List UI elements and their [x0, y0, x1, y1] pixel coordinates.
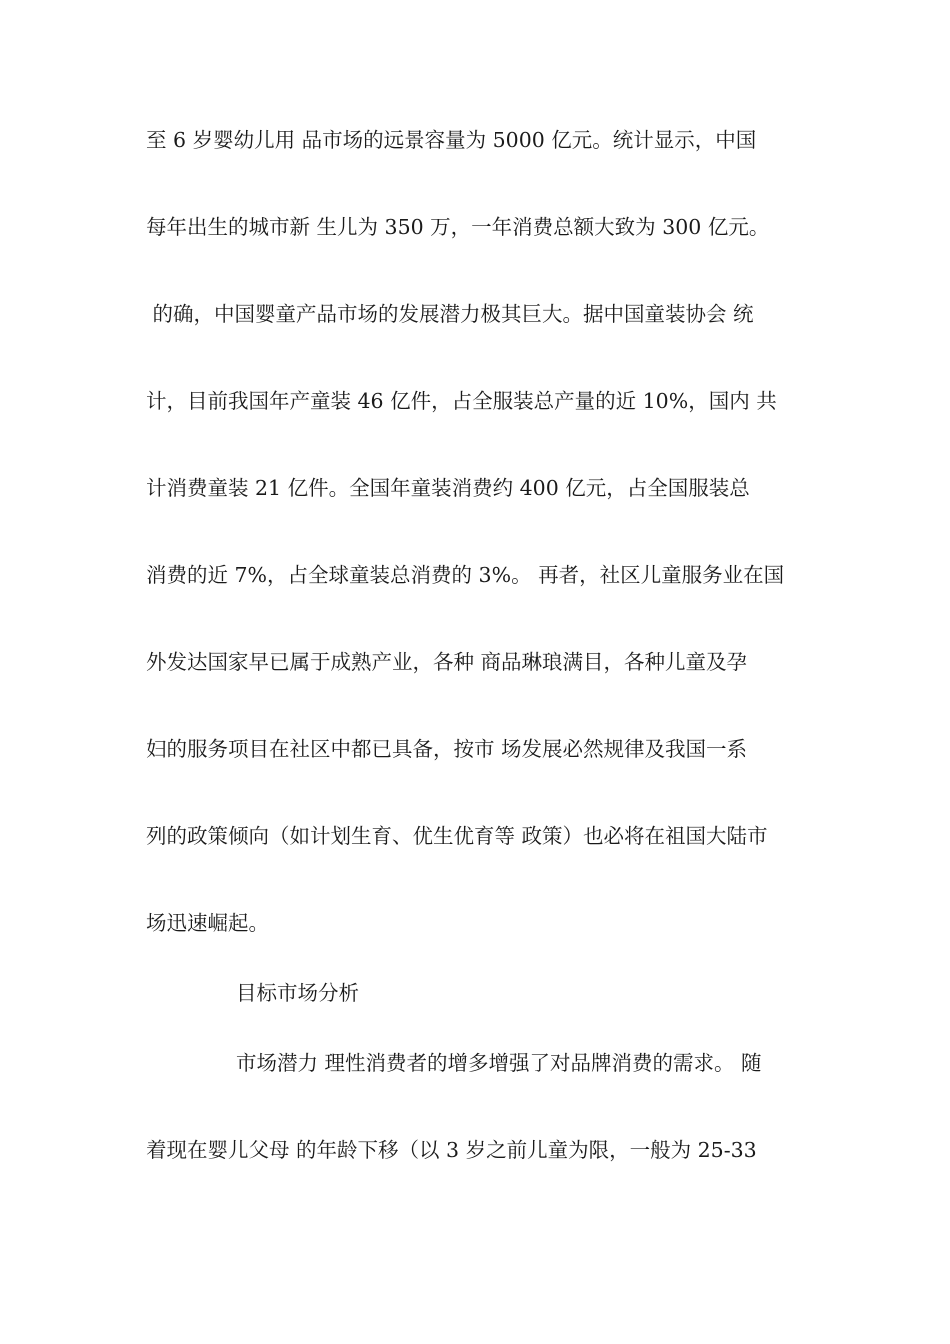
- section-heading: 目标市场分析: [236, 981, 359, 1005]
- paragraph-line: 计消费童装 21 亿件。全国年童装消费约 400 亿元，占全国服装总: [146, 476, 750, 500]
- paragraph-line: 着现在婴儿父母 的年龄下移（以 3 岁之前儿童为限，一般为 25-33: [146, 1138, 757, 1162]
- paragraph-line: 妇的服务项目在社区中都已具备，按市 场发展必然规律及我国一系: [146, 737, 748, 761]
- paragraph-line: 列的政策倾向（如计划生育、优生优育等 政策）也必将在祖国大陆市: [146, 824, 768, 848]
- paragraph-line: 外发达国家早已属于成熟产业，各种 商品琳琅满目，各种儿童及孕: [146, 650, 748, 674]
- paragraph-line: 场迅速崛起。: [146, 911, 269, 935]
- paragraph-line: 计，目前我国年产童装 46 亿件，占全服装总产量的近 10%，国内 共: [146, 389, 777, 413]
- paragraph-line: 每年出生的城市新 生儿为 350 万，一年消费总额大致为 300 亿元。: [146, 215, 770, 239]
- paragraph-line: 的确，中国婴童产品市场的发展潜力极其巨大。据中国童装协会 统: [146, 302, 754, 326]
- paragraph-line: 至 6 岁婴幼儿用 品市场的远景容量为 5000 亿元。统计显示，中国: [146, 128, 757, 152]
- paragraph-line: 消费的近 7%，占全球童装总消费的 3%。 再者，社区儿童服务业在国: [146, 563, 785, 587]
- paragraph-line: 市场潜力 理性消费者的增多增强了对品牌消费的需求。 随: [236, 1051, 762, 1075]
